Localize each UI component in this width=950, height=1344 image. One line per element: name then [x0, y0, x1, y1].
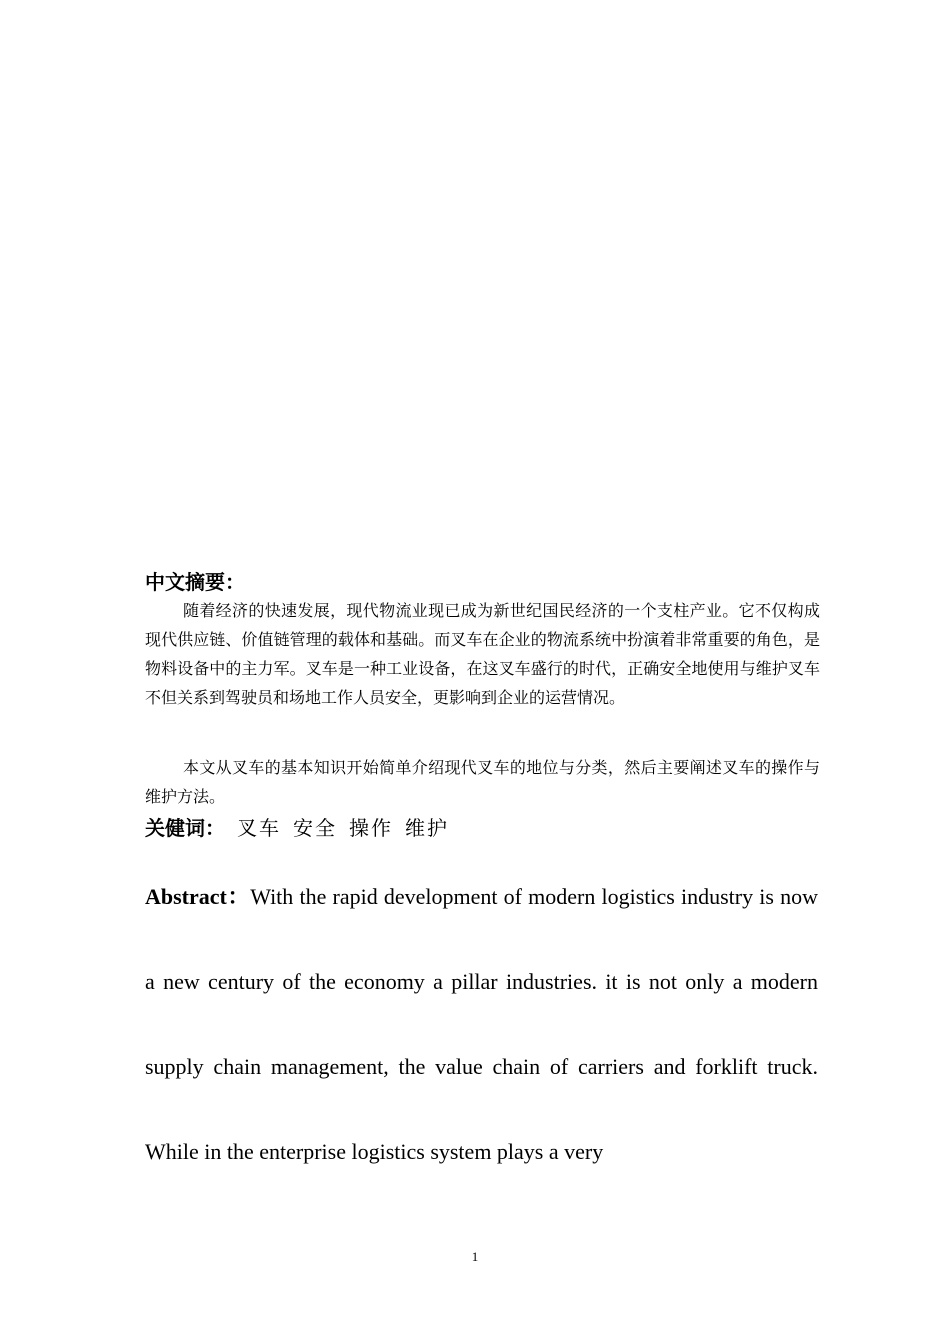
page-number: 1: [471, 1249, 479, 1264]
keyword-item: 叉车: [237, 816, 281, 840]
keyword-item: 操作: [349, 816, 393, 840]
chinese-abstract-heading: 中文摘要：: [145, 570, 245, 594]
english-abstract-label: Abstract：: [145, 884, 251, 909]
english-abstract-text: With the rapid development of modern logistics industry is now a new century of the economy a pillar industries. it is not only a modern supply chain management, the value chain of carriers and forklift truck. While in the enterprise logistics system plays a very: [145, 884, 818, 1164]
keyword-item: 安全: [293, 816, 337, 840]
chinese-abstract-paragraph-2: 本文从叉车的基本知识开始简单介绍现代叉车的地位与分类，然后主要阐述叉车的操作与维护方法。: [145, 758, 820, 806]
keywords-line: [145, 812, 449, 844]
english-abstract: [145, 854, 818, 1194]
keyword-item: 维护: [405, 816, 449, 840]
chinese-abstract-paragraph-1: 随着经济的快速发展，现代物流业现已成为新世纪国民经济的一个支柱产业。它不仅构成现代供应链、价值链管理的载体和基础。而叉车在企业的物流系统中扮演着非常重要的角色，是物料设备中的主力军。叉车是一种工业设备，在这叉车盛行的时代，正确安全地使用与维护叉车不但关系到驾驶员和场地工作人员安全，更影响到企业的运营情况。: [145, 601, 820, 707]
keywords-label: 关健词：: [145, 816, 225, 840]
